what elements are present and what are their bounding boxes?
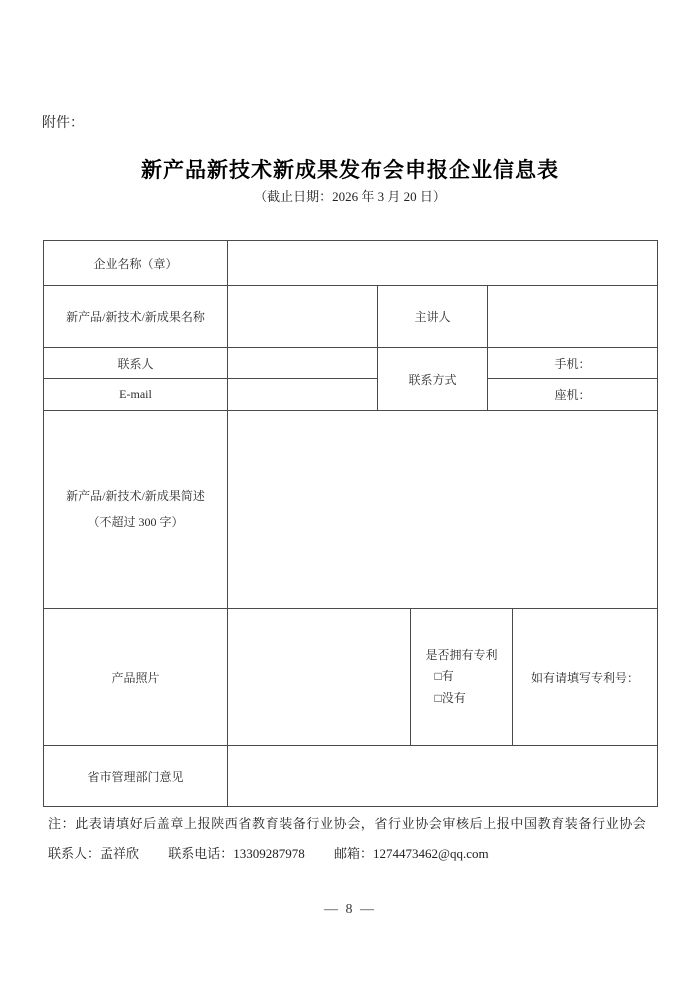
patent-option-yes [425, 666, 497, 688]
contact-method-label: 联系方式 [378, 348, 488, 411]
row-photo-patent [44, 609, 658, 746]
document-title: 新产品新技术新成果发布会申报企业信息表 [141, 158, 559, 182]
patent-number-label: 如有请填写专利号： [513, 609, 658, 746]
authority-opinion-label: 省市管理部门意见 [44, 746, 228, 807]
application-form-table [43, 240, 658, 807]
summary-label-line2: （不超过 300 字） [87, 514, 184, 529]
checkbox-icon: □ [434, 669, 442, 684]
patent-cell [411, 609, 513, 746]
authority-opinion-value-cell [228, 746, 658, 807]
document-subtitle: （截止日期：2026 年 3 月 20 日） [254, 189, 446, 204]
summary-label-line1: 新产品/新技术/新成果简述 [66, 489, 205, 504]
patent-question-block [425, 645, 497, 710]
presenter-value-cell [488, 286, 658, 348]
patent-question-label: 是否拥有专利 [425, 647, 498, 662]
row-email [44, 379, 658, 411]
row-authority-opinion [44, 746, 658, 807]
company-name-value-cell [228, 241, 658, 286]
row-company-name [44, 241, 658, 286]
row-contact-person [44, 348, 658, 379]
summary-value-cell [228, 411, 658, 609]
product-name-value-cell [228, 286, 378, 348]
landline-label: 座机： [488, 379, 658, 411]
footer-contact-person: 联系人：孟祥欣 [48, 846, 140, 861]
footer-note: 注：此表请填好后盖章上报陕西省教育装备行业协会，省行业协会审核后上报中国教育装备行业协会 [48, 816, 647, 831]
product-photo-label: 产品照片 [44, 609, 228, 746]
footer-contact-email: 邮箱：1274473462@qq.com [334, 846, 489, 861]
page-number: — 8 — [324, 902, 376, 917]
product-photo-cell [228, 609, 411, 746]
footer-contact-phone: 联系电话：13309287978 [168, 846, 305, 861]
patent-option-no [425, 688, 497, 710]
contact-person-label: 联系人 [44, 348, 228, 379]
contact-person-value-cell [228, 348, 378, 379]
mobile-label: 手机： [488, 348, 658, 379]
product-name-label: 新产品/新技术/新成果名称 [44, 286, 228, 348]
row-summary [44, 411, 658, 609]
footer-contact-line [48, 843, 489, 862]
email-value-cell [228, 379, 378, 411]
row-product-name [44, 286, 658, 348]
email-label: E-mail [44, 379, 228, 411]
checkbox-icon: □ [434, 690, 442, 705]
company-name-label: 企业名称（章） [44, 241, 228, 286]
patent-option-yes-label: 有 [441, 669, 454, 684]
presenter-label: 主讲人 [378, 286, 488, 348]
patent-option-no-label: 没有 [441, 690, 466, 705]
attachment-label: 附件： [42, 116, 84, 131]
summary-label [44, 411, 228, 609]
